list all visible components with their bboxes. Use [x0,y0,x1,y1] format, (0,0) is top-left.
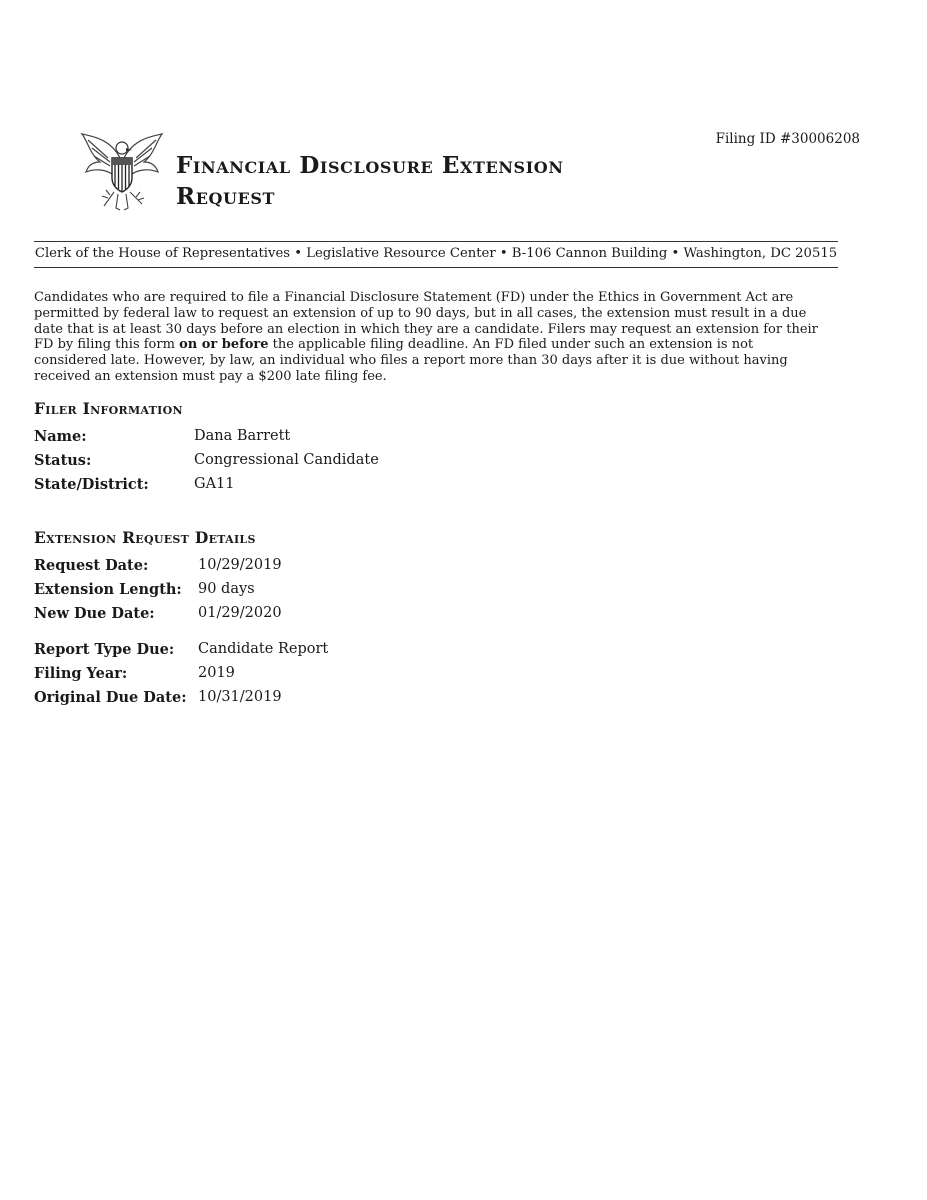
field-value: Candidate Report [198,641,329,657]
field-value: Congressional Candidate [194,452,379,468]
field-value: 10/29/2019 [198,557,282,573]
field-row [34,472,379,496]
field-label: Request Date: [34,556,149,574]
field-value: 2019 [198,665,235,681]
field-value: 10/31/2019 [198,689,282,705]
field-row [34,637,328,661]
filing-id: Filing ID #30006208 [715,131,860,147]
field-label: Report Type Due: [34,640,175,658]
intro-text-1: Candidates who are required to file a Financial Disclosure Statement (FD) under the Ethics in Government Act are permitted by federal law to request an extension of up to 90 days, but in all cases, the extension must result in a due date that is at least 30 days before an election in which they are a candidate. Filers may request an extension for their FD by filing this form [34,290,818,353]
page-title: Financial Disclosure Extension Request [176,152,564,210]
field-label: Filing Year: [34,664,128,682]
field-label: New Due Date: [34,604,155,622]
field-value: Dana Barrett [194,428,291,444]
filer-information-heading: Filer Information [34,399,183,418]
row-spacer [34,625,328,637]
field-value: GA11 [194,476,235,492]
intro-paragraph [34,290,824,385]
intro-bold: on or before [179,337,269,353]
extension-details-heading: Extension Request Details [34,528,256,547]
field-row [34,424,379,448]
field-row [34,553,328,577]
intro-text-2: the applicable filing deadline. An FD filed under such an extension is not considered late. However, by law, an individual who files a report more than 30 days after it is due without having received an extension must pay a $200 late filing fee. [34,337,788,384]
field-label: Original Due Date: [34,688,187,706]
field-label: Status: [34,451,92,469]
field-label: State/District: [34,475,149,493]
field-value: 90 days [198,581,255,597]
field-row [34,577,328,601]
field-row [34,601,328,625]
document-header [80,128,646,212]
extension-details [34,553,328,709]
field-label: Name: [34,427,87,445]
field-row [34,661,328,685]
field-row [34,685,328,709]
filer-information [34,424,379,496]
divider-bottom [34,267,838,268]
field-label: Extension Length: [34,580,182,598]
office-address: Clerk of the House of Representatives • Legislative Resource Center • B-106 Cannon Building • Washington, DC 20515 [34,246,838,261]
field-value: 01/29/2020 [198,605,282,621]
field-row [34,448,379,472]
eagle-seal-icon [80,128,164,212]
divider-top [34,241,838,242]
